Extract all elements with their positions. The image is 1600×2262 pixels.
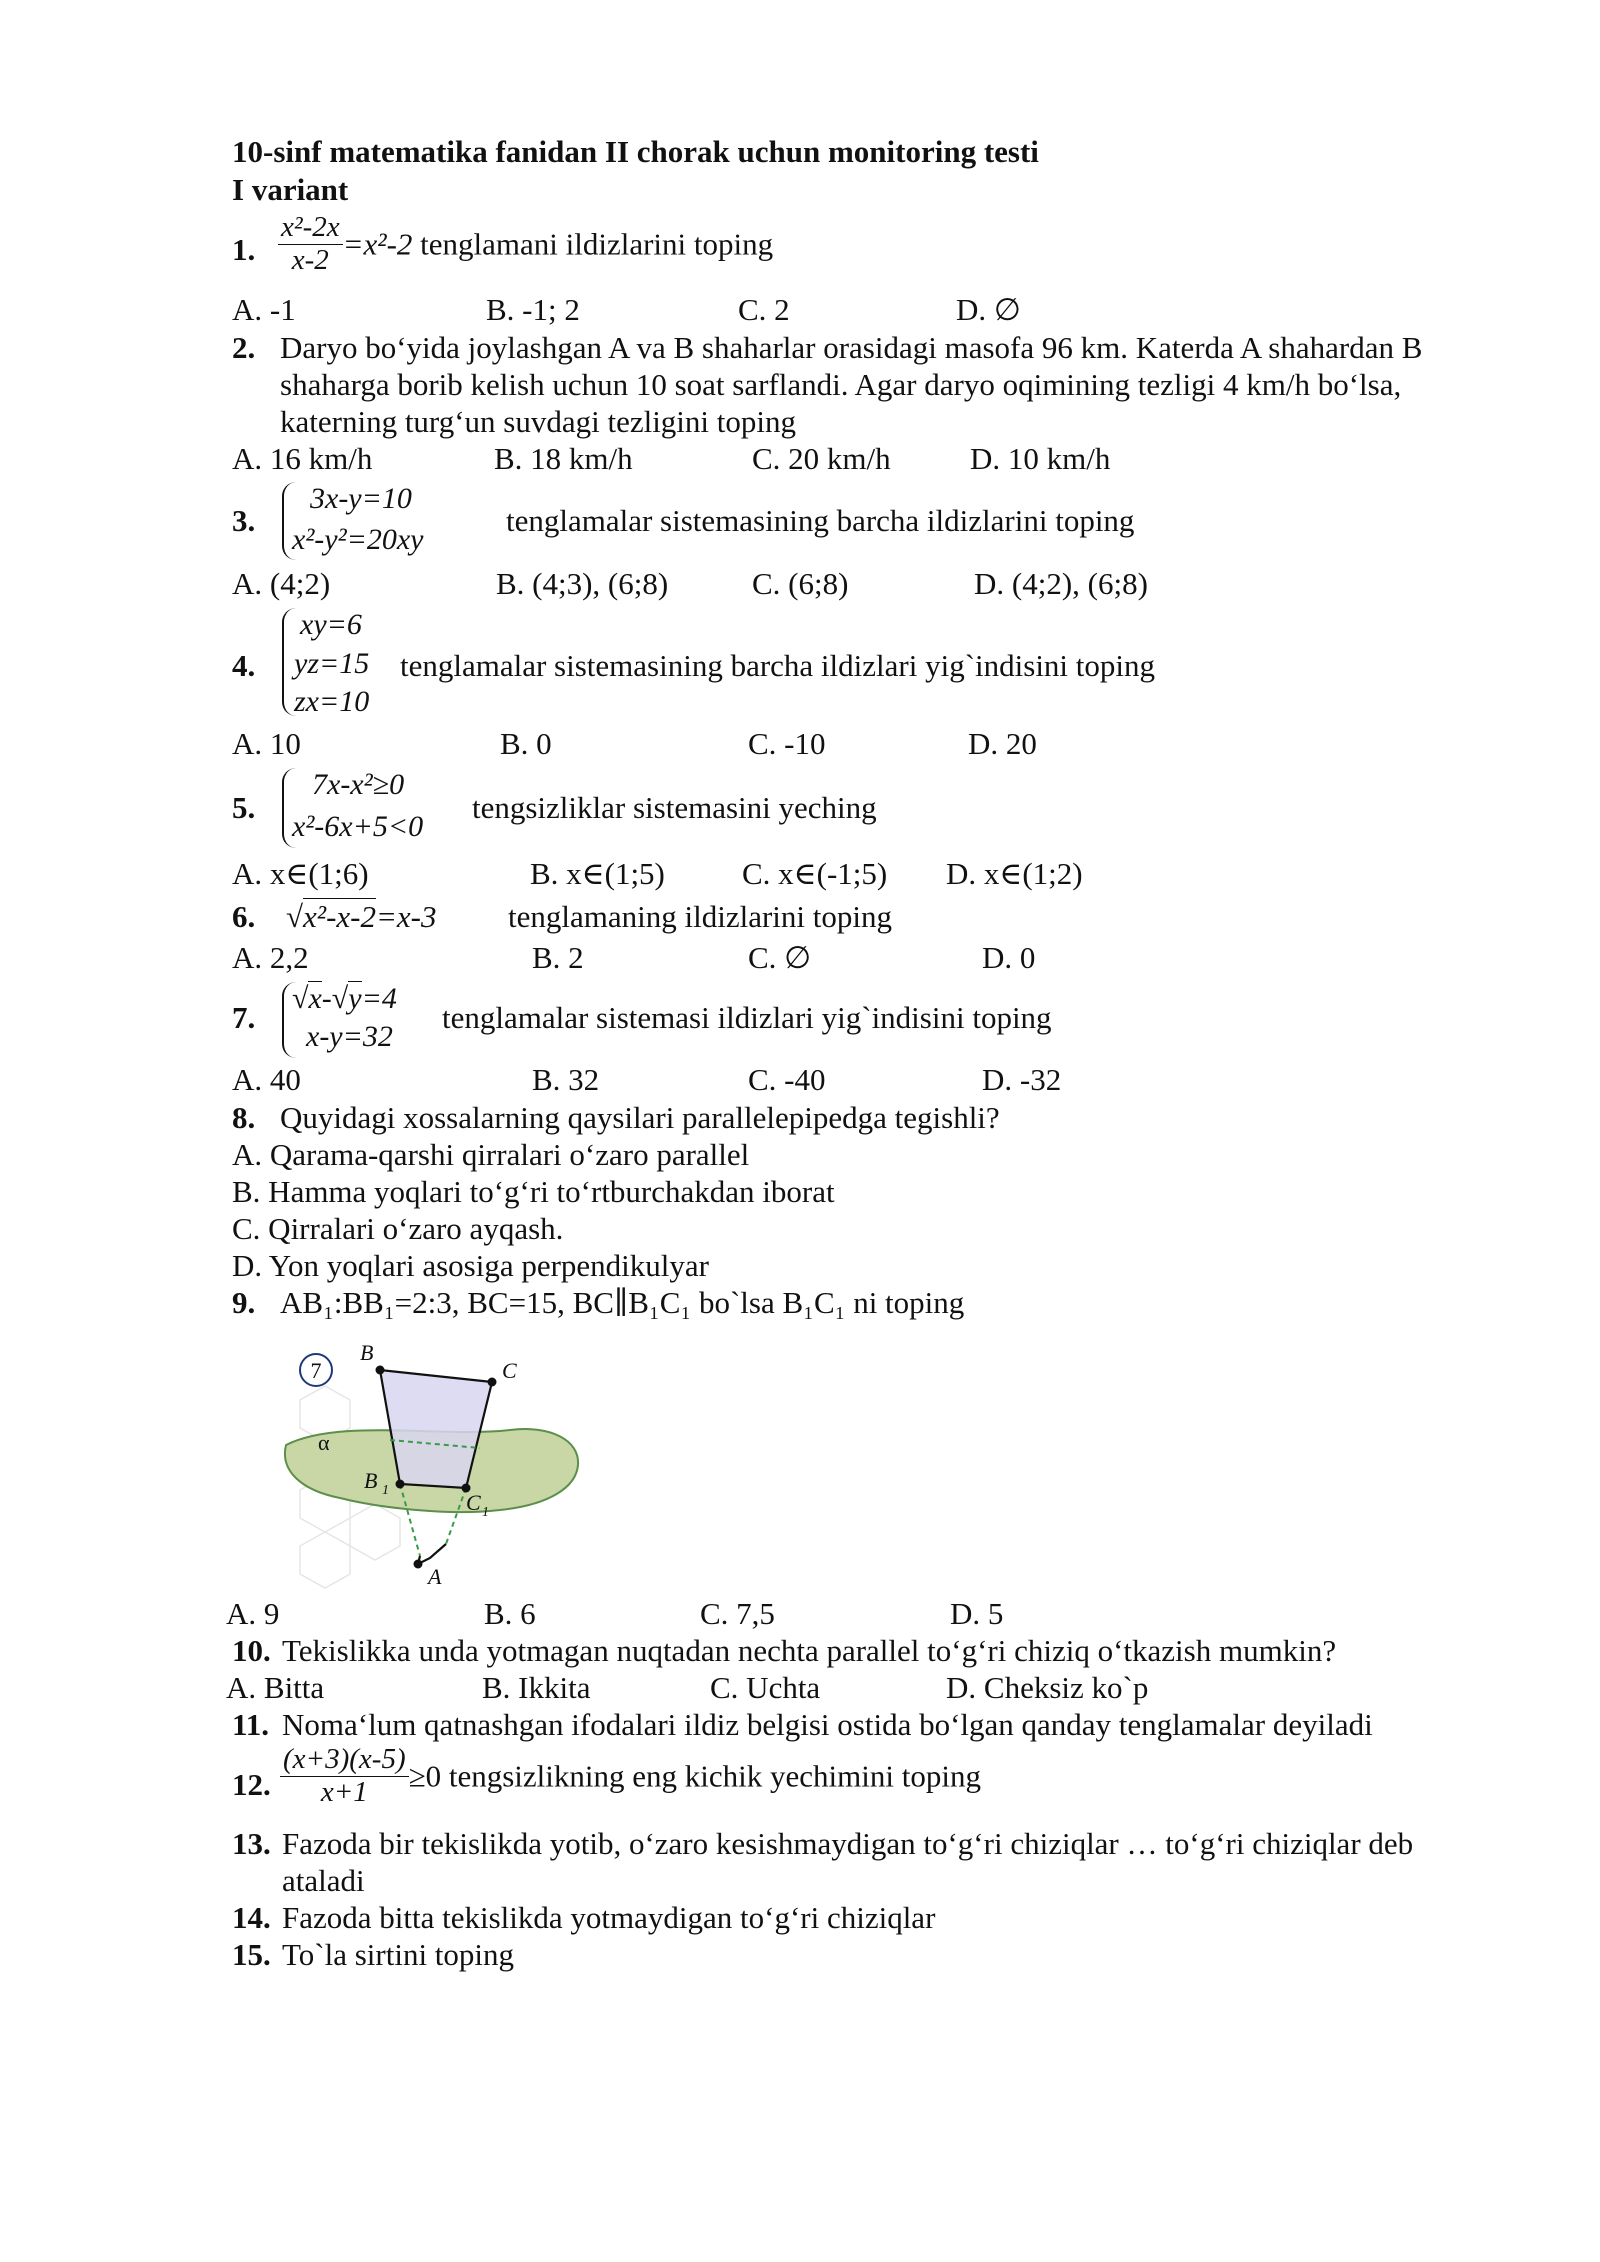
q13-text-line-2: ataladi [282,1863,365,1898]
label-b: B [360,1340,374,1365]
q5-equation-1: 7x-x²≥0 [312,768,405,801]
q9-option-d[interactable]: D. 5 [950,1596,1004,1631]
q5-option-d[interactable]: D. x∈(1;2) [946,856,1083,891]
q8-option-a[interactable]: A. Qarama-qarshi qirralari o‘zaro parallel [232,1137,750,1172]
q3-option-c[interactable]: C. (6;8) [752,566,849,601]
q10-text: Tekislikka unda yotmagan nuqtadan nechta parallel to‘g‘ri chiziq o‘tkazish mumkin? [282,1633,1337,1668]
q4-text: tenglamalar sistemasining barcha ildizlari yig`indisini toping [400,648,1156,683]
q1-equation [278,212,773,277]
label-c1-subscript: 1 [482,1505,489,1520]
q7-option-a[interactable]: A. 40 [232,1062,301,1097]
q12-fraction-numerator: (x+3)(x-5) [280,1744,409,1777]
q13-number: 13. [232,1826,271,1861]
q13-text-line-1: Fazoda bir tekislikda yotib, o‘zaro kesishmaydigan to‘g‘ri chiziqlar … to‘g‘ri chiziqlar deb [282,1826,1414,1861]
q14-text: Fazoda bitta tekislikda yotmaydigan to‘g‘ri chiziqlar [282,1900,936,1935]
q7-text: tenglamalar sistemasi ildizlari yig`indisini toping [442,1000,1052,1035]
q12-fraction [280,1744,409,1809]
page-title: 10-sinf matematika fanidan II chorak uchun monitoring testi [232,134,1039,169]
q14-number: 14. [232,1900,271,1935]
q6-option-b[interactable]: B. 2 [532,940,584,975]
q4-equation-3: zx=10 [294,685,370,718]
q10-option-a[interactable]: A. Bitta [226,1670,325,1705]
point-c [488,1378,497,1387]
figure-number: 7 [310,1358,322,1383]
q1-number: 1. [232,232,256,267]
q2-option-c[interactable]: C. 20 km/h [752,441,891,476]
q1-option-a[interactable]: A. -1 [232,292,296,327]
q7-option-b[interactable]: B. 32 [532,1062,600,1097]
q7-number: 7. [232,1000,256,1035]
label-c: C [502,1358,517,1383]
q6-text: tenglamaning ildizlarini toping [508,899,892,934]
q5-text: tengsizliklar sistemasini yeching [472,790,877,825]
point-b [376,1366,385,1375]
q6-radicand: x²-x-2 [303,899,376,934]
q9-option-c[interactable]: C. 7,5 [700,1596,775,1631]
q9-text: AB₁:BB₁=2:3, BC=15, BC∥B₁C₁ bo`lsa B₁C₁ ni toping [280,1285,965,1320]
q9-number: 9. [232,1285,256,1320]
q2-option-d[interactable]: D. 10 km/h [970,441,1111,476]
lines-to-a [418,1544,446,1564]
q3-option-b[interactable]: B. (4;3), (6;8) [496,566,669,601]
q5-number: 5. [232,790,256,825]
q3-number: 3. [232,503,256,538]
label-alpha: α [318,1430,330,1455]
q1-option-b[interactable]: B. -1; 2 [486,292,580,327]
q7-equation-2: x-y=32 [306,1020,393,1053]
q12-inequality [280,1744,981,1809]
q4-option-c[interactable]: C. -10 [748,726,826,761]
q7-option-c[interactable]: C. -40 [748,1062,826,1097]
q5-option-a[interactable]: A. x∈(1;6) [232,856,369,891]
q8-text: Quyidagi xossalarning qaysilari parallelepipedga tegishli? [280,1100,1000,1135]
q12-fraction-denominator: x+1 [320,1775,368,1808]
q2-option-b[interactable]: B. 18 km/h [494,441,633,476]
q10-option-b[interactable]: B. Ikkita [482,1670,591,1705]
q6-equation: √x²-x-2=x-3 [286,899,437,934]
q7-option-d[interactable]: D. -32 [982,1062,1062,1097]
q5-option-b[interactable]: B. x∈(1;5) [530,856,665,891]
q10-option-d[interactable]: D. Cheksiz ko`p [946,1670,1149,1705]
q11-number: 11. [232,1707,270,1742]
q4-equation-1: xy=6 [300,608,362,641]
q10-number: 10. [232,1633,271,1668]
q12-number: 12. [232,1767,271,1802]
label-a: A [428,1564,442,1589]
q9-option-a[interactable]: A. 9 [226,1596,280,1631]
q1-fraction [278,212,343,277]
q1-option-c[interactable]: C. 2 [738,292,790,327]
q7-radicand-y: y [348,982,362,1015]
q6-option-c[interactable]: C. ∅ [748,940,812,975]
q2-option-a[interactable]: A. 16 km/h [232,441,373,476]
q1-option-d[interactable]: D. ∅ [956,292,1021,327]
q8-option-d[interactable]: D. Yon yoqlari asosiga perpendikulyar [232,1248,709,1283]
q1-rhs: =x²-2 [342,226,413,262]
q7-equation-1: √x-√y=4 [292,982,397,1015]
q6-option-a[interactable]: A. 2,2 [232,940,309,975]
q4-option-a[interactable]: A. 10 [232,726,301,761]
q8-number: 8. [232,1100,256,1135]
label-c1: C [466,1490,481,1515]
q6-option-d[interactable]: D. 0 [982,940,1036,975]
q1-fraction-denominator: x-2 [291,243,329,276]
q3-equation-1: 3x-y=10 [310,482,412,515]
q6-number: 6. [232,899,256,934]
variant-label: I variant [232,172,349,207]
q2-text-line-1: Daryo bo‘yida joylashgan A va B shaharlar orasidagi masofa 96 km. Katerda A shahardan B [280,330,1423,365]
q15-text: To`la sirtini toping [282,1937,515,1972]
q3-option-a[interactable]: A. (4;2) [232,566,331,601]
q12-rhs: ≥0 [408,1758,442,1794]
q11-text: Noma‘lum qatnashgan ifodalari ildiz belgisi ostida bo‘lgan qanday tenglamalar deyiladi [282,1707,1373,1742]
q7-radicand-x: x [308,982,322,1015]
q8-option-c[interactable]: C. Qirralari o‘zaro ayqash. [232,1211,564,1246]
q3-text: tenglamalar sistemasining barcha ildizlarini toping [506,503,1135,538]
q2-number: 2. [232,330,256,365]
q4-option-b[interactable]: B. 0 [500,726,552,761]
q4-number: 4. [232,648,256,683]
q1-fraction-numerator: x²-2x [278,212,343,245]
q5-option-c[interactable]: C. x∈(-1;5) [742,856,888,891]
q3-equation-2: x²-y²=20xy [292,523,424,556]
q1-text: tenglamani ildizlarini toping [420,226,774,262]
label-b1: B [364,1468,378,1493]
q4-equation-2: yz=15 [294,647,370,680]
point-b1 [396,1480,405,1489]
q3-option-d[interactable]: D. (4;2), (6;8) [974,566,1148,601]
q9-option-b[interactable]: B. 6 [484,1596,536,1631]
q7-eq1-rhs: =4 [361,982,397,1015]
q8-option-b[interactable]: B. Hamma yoqlari to‘g‘ri to‘rtburchakdan iborat [232,1174,835,1209]
point-a [414,1560,423,1569]
q9-figure [280,1330,600,1590]
q5-equation-2: x²-6x+5<0 [292,810,424,843]
q4-option-d[interactable]: D. 20 [968,726,1037,761]
label-b1-subscript: 1 [382,1483,389,1498]
q15-number: 15. [232,1937,271,1972]
q2-text-line-2: shaharga borib kelish uchun 10 soat sarflandi. Agar daryo oqimining tezligi 4 km/h bo‘lsa, [280,367,1402,402]
q12-text: tengsizlikning eng kichik yechimini toping [448,1758,981,1794]
q6-rhs: =x-3 [375,899,437,934]
q10-option-c[interactable]: C. Uchta [710,1670,821,1705]
q2-text-line-3: katerning turg‘un suvdagi tezligini toping [280,404,797,439]
